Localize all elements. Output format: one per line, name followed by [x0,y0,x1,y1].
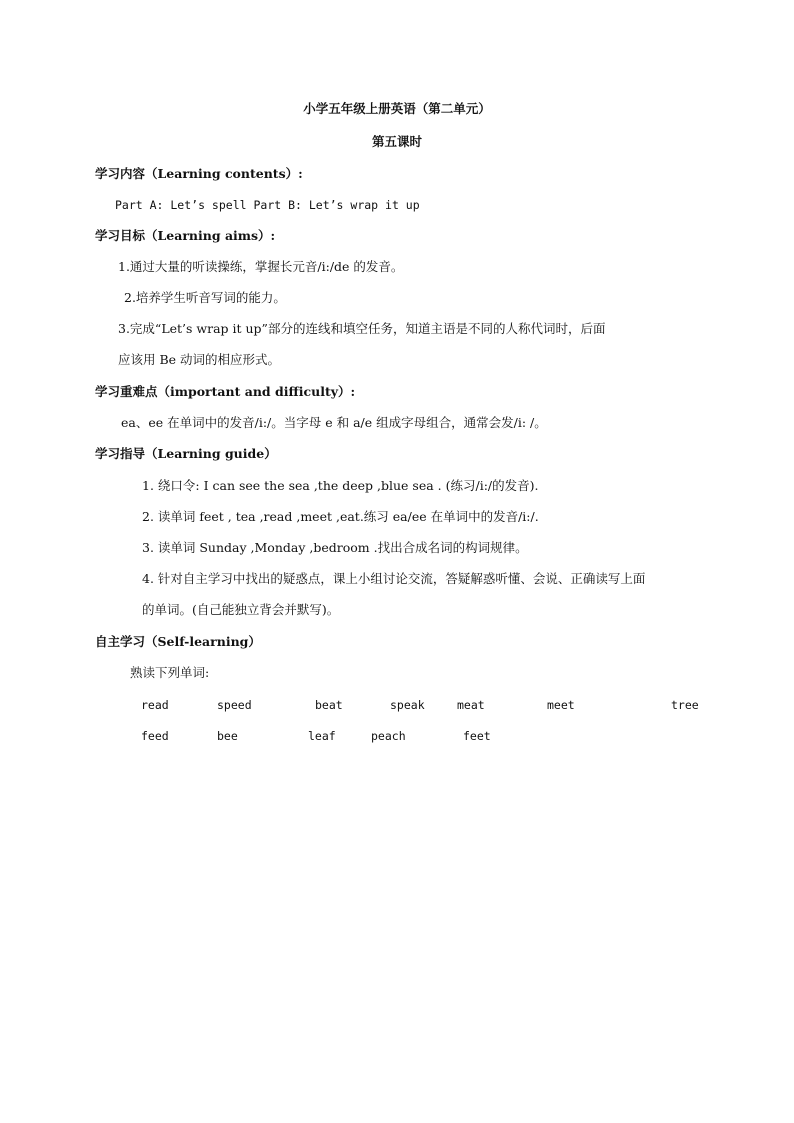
guide-item: 1. 绕口令: I can see the sea ,the deep ,blue sea . (练习/i:/的发音). [142,478,539,493]
word-item: beat [315,698,343,712]
difficulty-line: ea、ee 在单词中的发音/i:/。当字母 e 和 a/e 组成字母组合，通常会发/i: /。 [121,415,547,430]
word-item: peach [371,729,406,743]
word-item: speak [390,698,425,712]
word-item: speed [217,698,252,712]
word-item: meat [457,698,485,712]
guide-item-continued: 的单词。(自己能独立背会并默写)。 [142,602,340,617]
lesson-subtitle: 第五课时 [371,134,422,149]
word-item: read [141,698,169,712]
word-item: meet [547,698,575,712]
self-learning-prompt: 熟读下列单词: [130,665,210,680]
guide-item: 3. 读单词 Sunday ,Monday ,bedroom .找出合成名词的构词规律。 [142,540,528,555]
word-item: feet [463,729,491,743]
aim-item: 2.培养学生听音写词的能力。 [124,290,286,305]
aims-heading: 学习目标（Learning aims）: [95,228,276,243]
word-item: feed [141,729,169,743]
guide-item: 4. 针对自主学习中找出的疑惑点，课上小组讨论交流，答疑解惑听懂、会说、正确读写上面 [142,571,646,586]
word-item: tree [671,698,699,712]
self-learning-heading: 自主学习（Self-learning） [95,634,261,649]
guide-heading: 学习指导（Learning guide） [95,446,277,461]
word-item: leaf [308,729,336,743]
page-title: 小学五年级上册英语（第二单元） [303,101,491,116]
guide-item: 2. 读单词 feet , tea ,read ,meet ,eat.练习 ea/ee 在单词中的发音/i:/. [142,509,539,524]
aim-item: 1.通过大量的听读操练，掌握长元音/i:/de 的发音。 [118,259,404,274]
aim-item-continued: 应该用 Be 动词的相应形式。 [118,352,281,367]
contents-line: Part A: Let’s spell Part B: Let’s wrap it up [115,198,420,212]
aim-item: 3.完成“Let’s wrap it up”部分的连线和填空任务，知道主语是不同的人称代词时，后面 [118,321,606,336]
contents-heading: 学习内容（Learning contents）: [95,166,303,181]
word-item: bee [217,729,238,743]
difficulty-heading: 学习重难点（important and difficulty）: [95,384,356,399]
